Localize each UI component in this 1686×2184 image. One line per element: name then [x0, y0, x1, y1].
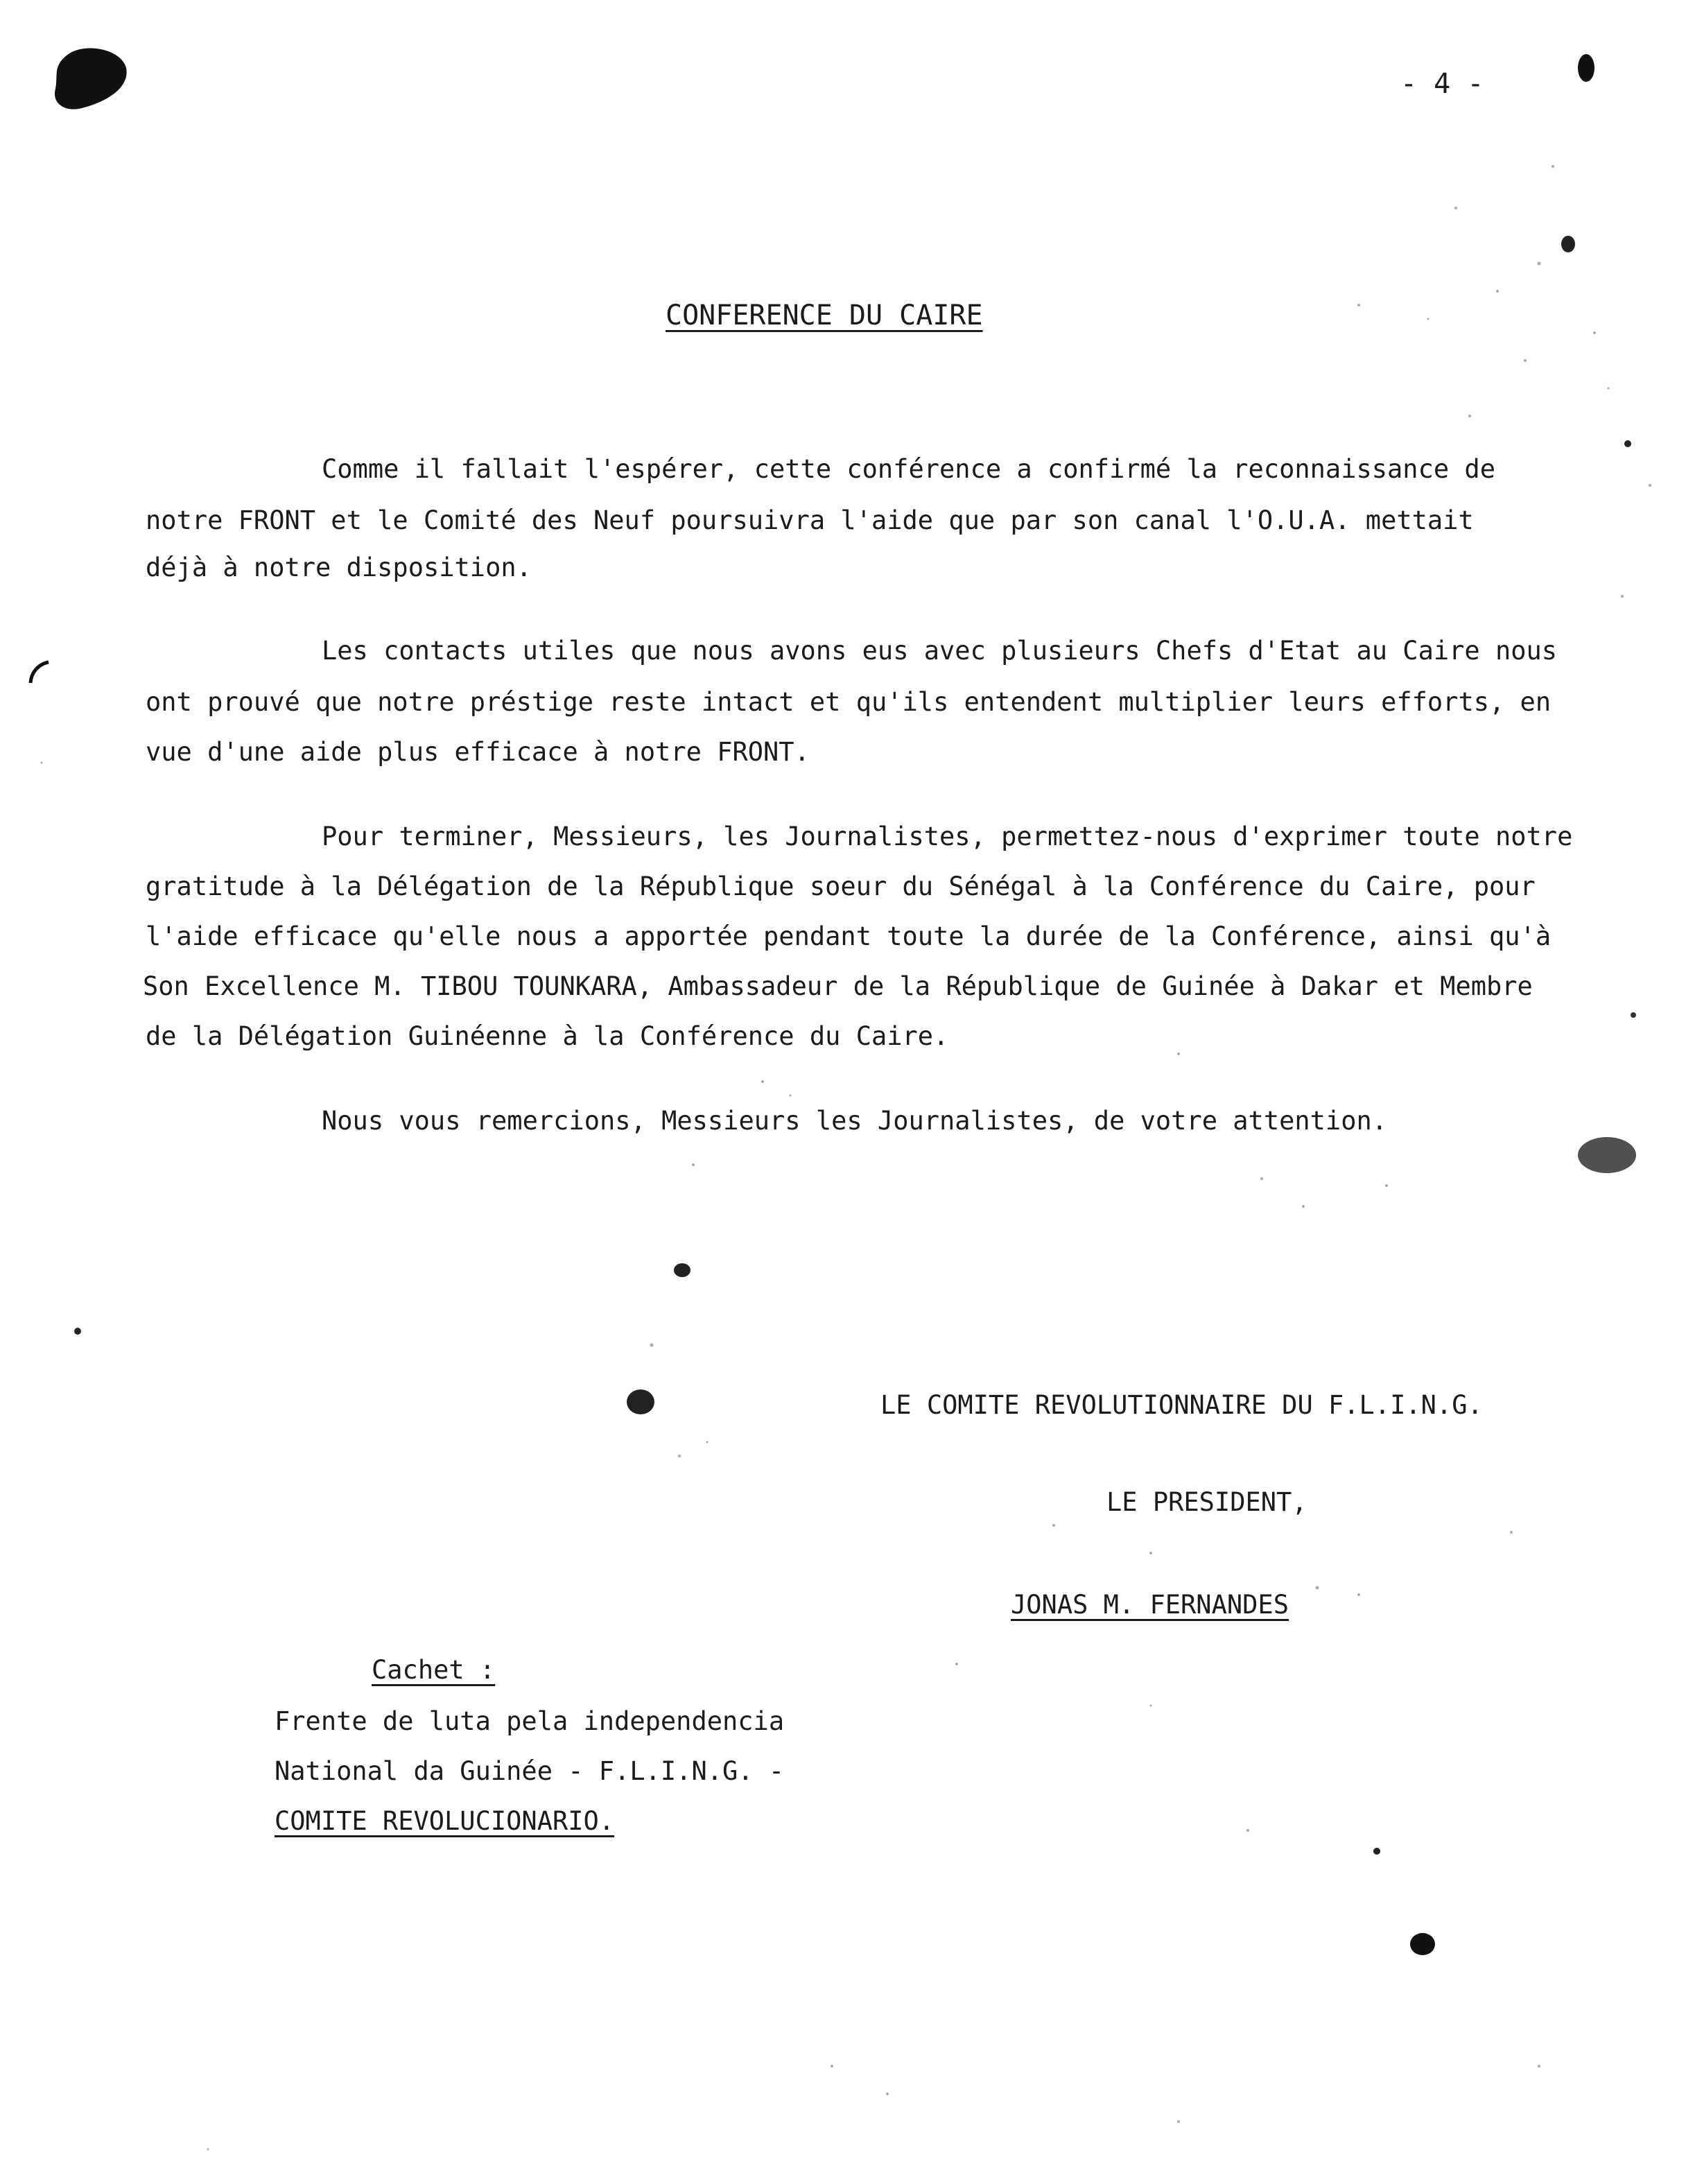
signature-role: LE PRESIDENT, [1106, 1487, 1307, 1517]
page-number: - 4 - [1400, 68, 1484, 100]
text-line: l'aide efficace qu'elle nous a apportée pendant toute la durée de la Conférence, ainsi qu'à [146, 921, 1552, 951]
text-line: Comme il fallait l'espérer, cette conférence a confirmé la reconnaissance de [322, 454, 1495, 484]
speck [1578, 54, 1594, 82]
text-line: déjà à notre disposition. [146, 553, 532, 582]
ink-blot [55, 49, 127, 110]
speck [1561, 236, 1575, 252]
speck [1631, 1012, 1636, 1018]
text-line: Nous vous remercions, Messieurs les Journalistes, de votre attention. [322, 1106, 1388, 1136]
text-line: Son Excellence M. TIBOU TOUNKARA, Ambassadeur de la République de Guinée à Dakar et Membre [143, 971, 1533, 1001]
signature-name: JONAS M. FERNANDES [1011, 1590, 1289, 1620]
ink-stroke [31, 662, 49, 683]
text-line: vue d'une aide plus efficace à notre FRONT. [146, 737, 810, 767]
cachet-label: Cachet : [372, 1655, 496, 1685]
cachet-line: National da Guinée - F.L.I.N.G. - [275, 1756, 785, 1786]
speck [74, 1328, 81, 1335]
text-line: de la Délégation Guinéenne à la Conférence du Caire. [146, 1021, 949, 1051]
speck [1410, 1933, 1435, 1955]
signature-organization: LE COMITE REVOLUTIONNAIRE DU F.L.I.N.G. [880, 1390, 1483, 1420]
cachet-line: Frente de luta pela independencia [275, 1706, 785, 1736]
speck [674, 1263, 690, 1277]
text-line: gratitude à la Délégation de la République soeur du Sénégal à la Conférence du Caire, pour [146, 872, 1536, 901]
page-title: CONFERENCE DU CAIRE [666, 300, 983, 331]
text-line: notre FRONT et le Comité des Neuf poursuivra l'aide que par son canal l'O.U.A. mettait [146, 505, 1474, 535]
speck-cluster [1578, 1137, 1636, 1173]
text-line: Pour terminer, Messieurs, les Journalistes, permettez-nous d'exprimer toute notre [322, 822, 1573, 851]
text-line: ont prouvé que notre préstige reste intact et qu'ils entendent multiplier leurs efforts, en [146, 687, 1552, 717]
speck [1624, 440, 1631, 447]
speck [627, 1389, 654, 1414]
speck [1373, 1848, 1380, 1855]
text-line: Les contacts utiles que nous avons eus avec plusieurs Chefs d'Etat au Caire nous [322, 636, 1558, 666]
cachet-line: COMITE REVOLUCIONARIO. [275, 1806, 615, 1836]
